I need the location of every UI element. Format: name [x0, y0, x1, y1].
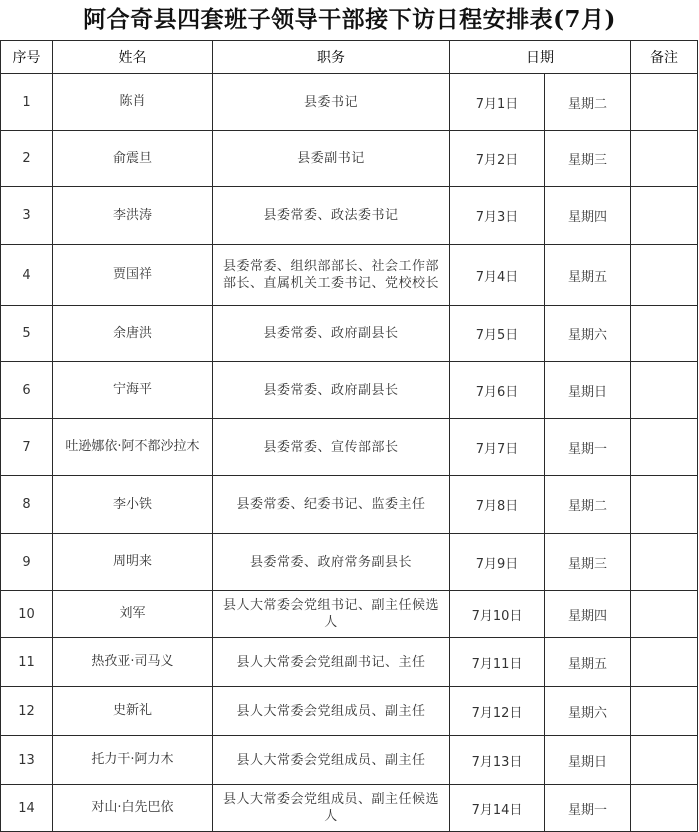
row-name: 吐逊娜依·阿不都沙拉木 — [53, 419, 213, 476]
row-index: 11 — [1, 638, 53, 687]
row-remark — [631, 638, 698, 687]
row-name: 陈肖 — [53, 74, 213, 131]
row-weekday: 星期六 — [545, 687, 631, 736]
row-remark — [631, 591, 698, 638]
row-index: 3 — [1, 187, 53, 245]
header-date: 日期 — [450, 41, 631, 74]
row-date: 7月14日 — [450, 785, 545, 832]
row-position: 县人大常委会党组成员、副主任 — [213, 736, 450, 785]
header-index: 序号 — [1, 41, 53, 74]
page-title: 阿合奇县四套班子领导干部接下访日程安排表(7月) — [83, 6, 616, 33]
row-name: 热孜亚·司马义 — [53, 638, 213, 687]
header-position: 职务 — [213, 41, 450, 74]
table-row — [1, 591, 698, 638]
row-remark — [631, 476, 698, 534]
row-weekday: 星期一 — [545, 419, 631, 476]
schedule-table — [0, 40, 698, 832]
header-remark: 备注 — [631, 41, 698, 74]
row-weekday: 星期五 — [545, 638, 631, 687]
row-index: 8 — [1, 476, 53, 534]
table-row — [1, 245, 698, 306]
row-remark — [631, 362, 698, 419]
row-weekday: 星期三 — [545, 131, 631, 187]
row-position: 县委常委、政府常务副县长 — [213, 534, 450, 591]
row-weekday: 星期四 — [545, 187, 631, 245]
row-name: 余唐洪 — [53, 306, 213, 362]
row-date: 7月11日 — [450, 638, 545, 687]
row-index: 4 — [1, 245, 53, 306]
row-index: 9 — [1, 534, 53, 591]
row-date: 7月5日 — [450, 306, 545, 362]
table-row — [1, 306, 698, 362]
row-index: 14 — [1, 785, 53, 832]
row-position: 县委副书记 — [213, 131, 450, 187]
row-weekday: 星期三 — [545, 534, 631, 591]
row-position: 县委常委、组织部部长、社会工作部部长、直属机关工委书记、党校校长 — [213, 245, 450, 306]
row-date: 7月3日 — [450, 187, 545, 245]
row-weekday: 星期五 — [545, 245, 631, 306]
row-name: 李小铁 — [53, 476, 213, 534]
row-date: 7月7日 — [450, 419, 545, 476]
table-row — [1, 74, 698, 131]
row-weekday: 星期四 — [545, 591, 631, 638]
row-weekday: 星期一 — [545, 785, 631, 832]
table-row — [1, 687, 698, 736]
row-weekday: 星期日 — [545, 362, 631, 419]
table-row — [1, 534, 698, 591]
row-date: 7月12日 — [450, 687, 545, 736]
row-remark — [631, 245, 698, 306]
row-date: 7月4日 — [450, 245, 545, 306]
table-row — [1, 131, 698, 187]
row-position: 县委常委、纪委书记、监委主任 — [213, 476, 450, 534]
row-position: 县人大常委会党组书记、副主任候选人 — [213, 591, 450, 638]
header-name: 姓名 — [53, 41, 213, 74]
row-date: 7月1日 — [450, 74, 545, 131]
row-position: 县人大常委会党组成员、副主任 — [213, 687, 450, 736]
row-date: 7月13日 — [450, 736, 545, 785]
row-remark — [631, 736, 698, 785]
row-weekday: 星期二 — [545, 476, 631, 534]
row-name: 托力干·阿力木 — [53, 736, 213, 785]
row-date: 7月9日 — [450, 534, 545, 591]
row-index: 1 — [1, 74, 53, 131]
row-date: 7月8日 — [450, 476, 545, 534]
row-remark — [631, 131, 698, 187]
table-row — [1, 736, 698, 785]
table-row — [1, 638, 698, 687]
row-position: 县委常委、政法委书记 — [213, 187, 450, 245]
row-position: 县委常委、宣传部部长 — [213, 419, 450, 476]
row-position: 县委常委、政府副县长 — [213, 306, 450, 362]
table-row — [1, 362, 698, 419]
table-row — [1, 785, 698, 832]
table-row — [1, 419, 698, 476]
row-remark — [631, 187, 698, 245]
table-row — [1, 187, 698, 245]
row-weekday: 星期日 — [545, 736, 631, 785]
row-date: 7月2日 — [450, 131, 545, 187]
row-date: 7月10日 — [450, 591, 545, 638]
row-index: 10 — [1, 591, 53, 638]
row-name: 李洪涛 — [53, 187, 213, 245]
row-index: 12 — [1, 687, 53, 736]
row-remark — [631, 785, 698, 832]
row-index: 13 — [1, 736, 53, 785]
row-name: 贾国祥 — [53, 245, 213, 306]
row-weekday: 星期二 — [545, 74, 631, 131]
row-name: 刘军 — [53, 591, 213, 638]
table-row — [1, 476, 698, 534]
row-date: 7月6日 — [450, 362, 545, 419]
row-index: 5 — [1, 306, 53, 362]
row-remark — [631, 687, 698, 736]
row-remark — [631, 419, 698, 476]
row-name: 史新礼 — [53, 687, 213, 736]
header-row — [1, 41, 698, 74]
row-position: 县人大常委会党组副书记、主任 — [213, 638, 450, 687]
row-name: 宁海平 — [53, 362, 213, 419]
row-remark — [631, 534, 698, 591]
row-remark — [631, 306, 698, 362]
row-index: 2 — [1, 131, 53, 187]
row-remark — [631, 74, 698, 131]
row-index: 7 — [1, 419, 53, 476]
row-position: 县委常委、政府副县长 — [213, 362, 450, 419]
row-position: 县人大常委会党组成员、副主任候选人 — [213, 785, 450, 832]
row-name: 俞震旦 — [53, 131, 213, 187]
row-index: 6 — [1, 362, 53, 419]
row-name: 周明来 — [53, 534, 213, 591]
row-name: 对山·白先巴依 — [53, 785, 213, 832]
row-weekday: 星期六 — [545, 306, 631, 362]
row-position: 县委书记 — [213, 74, 450, 131]
